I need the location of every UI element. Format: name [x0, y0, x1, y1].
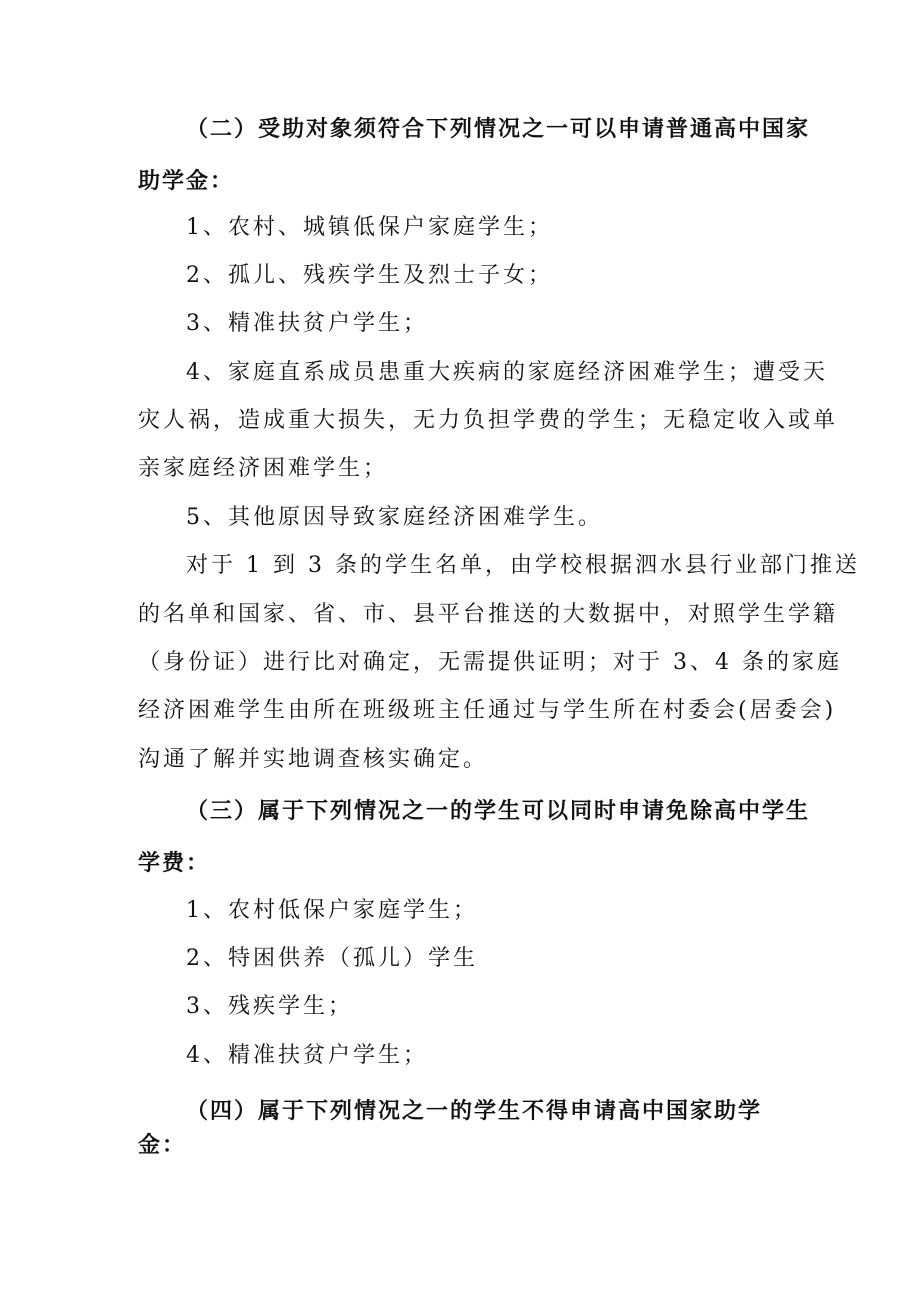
section2-paragraph-line3: （身份证）进行比对确定，无需提供证明；对于 3、4 条的家庭: [138, 650, 842, 675]
section2-item-3: 3、精准扶贫户学生；: [186, 311, 428, 336]
section2-item-4-line2: 灾人祸，造成重大损失，无力负担学费的学生；无稳定收入或单: [138, 408, 839, 433]
section3-item-3: 3、残疾学生；: [186, 994, 353, 1019]
section2-item-4-line3: 亲家庭经济困难学生；: [138, 456, 389, 481]
section3-item-4: 4、精准扶贫户学生；: [186, 1043, 428, 1068]
section2-item-4-line1: 4、家庭直系成员患重大疾病的家庭经济困难学生；遭受天: [186, 360, 828, 385]
section4-heading-line2: 金：: [138, 1133, 187, 1158]
section3-heading-line1: （三）属于下列情况之一的学生可以同时申请免除高中学生: [186, 799, 811, 824]
section3-heading-line2: 学费：: [138, 851, 211, 876]
section3-item-1: 1、农村低保户家庭学生；: [186, 898, 478, 923]
section2-item-1: 1、农村、城镇低保户家庭学生；: [186, 215, 553, 240]
section2-paragraph-line2: 的名单和国家、省、市、县平台推送的大数据中，对照学生学籍: [138, 602, 839, 627]
section2-paragraph-line5: 沟通了解并实地调查核实确定。: [138, 747, 489, 772]
section4-heading-line1: （四）属于下列情况之一的学生不得申请高中国家助学: [186, 1099, 763, 1124]
section2-item-2: 2、孤儿、残疾学生及烈士子女；: [186, 263, 553, 288]
section2-item-5: 5、其他原因导致家庭经济困难学生。: [186, 505, 603, 530]
section2-heading-line1: （二）受助对象须符合下列情况之一可以申请普通高中国家: [186, 117, 811, 142]
section2-heading-line2: 助学金：: [138, 169, 235, 194]
section2-paragraph-line4: 经济困难学生由所在班级班主任通过与学生所在村委会(居委会): [138, 698, 837, 723]
section2-paragraph-line1: 对于 1 到 3 条的学生名单，由学校根据泗水县行业部门推送: [186, 553, 860, 578]
section3-item-2: 2、特困供养（孤儿）学生: [186, 946, 478, 971]
